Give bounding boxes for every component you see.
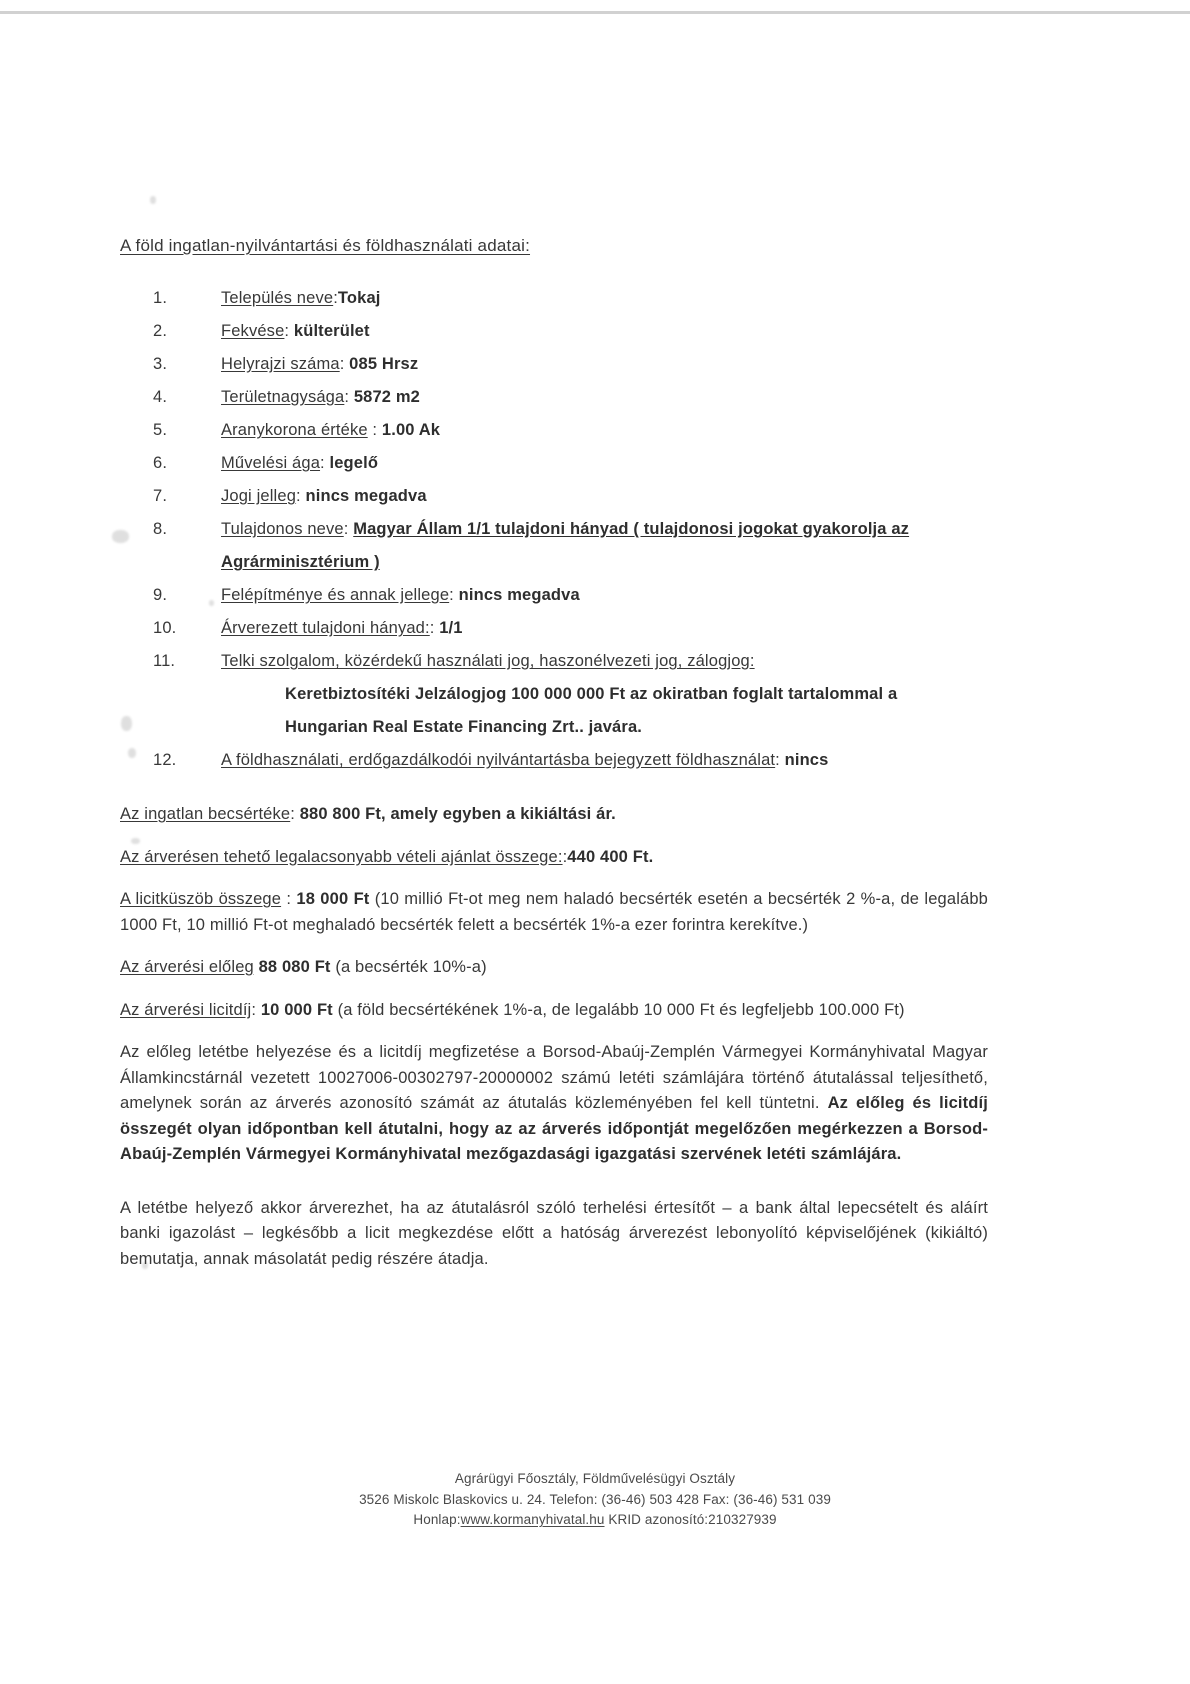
paragraph-separator: : xyxy=(290,805,300,823)
list-item-text xyxy=(221,612,987,645)
paragraph-deposit-proof xyxy=(120,1196,988,1273)
list-item-label: Telki szolgalom, közérdekű használati jog, haszonélvezeti jog, zálogjog: xyxy=(221,652,755,670)
footer-address-line: 3526 Miskolc Blaskovics u. 24. Telefon: (36-46) 503 428 Fax: (36-46) 531 039 xyxy=(359,1491,831,1507)
list-item-value: nincs xyxy=(784,751,829,769)
paragraph-value: 440 400 Ft. xyxy=(567,847,654,866)
list-number: 11. xyxy=(153,652,176,670)
paragraph-label: A licitküszöb összege xyxy=(120,890,282,908)
footer-web-line xyxy=(0,1510,1190,1531)
paragraph-label: Az ingatlan becsértéke xyxy=(120,805,291,823)
list-item-gold-crown xyxy=(120,414,990,447)
list-number: 4. xyxy=(153,388,168,406)
property-data-list xyxy=(120,282,990,777)
scan-edge-line xyxy=(0,11,1190,14)
list-item-label: Művelési ága xyxy=(221,454,321,472)
list-item-label: Felépítménye és annak jellege xyxy=(221,586,450,604)
document-title: A föld ingatlan-nyilvántartási és földhasználati adatai: xyxy=(120,236,531,255)
paragraph-label: Az árverési licitdíj xyxy=(120,1000,252,1019)
document-footer xyxy=(0,1469,1190,1531)
list-item-label: Árverezett tulajdoni hányad: xyxy=(221,619,430,637)
footer-homepage-label: Honlap: xyxy=(413,1512,461,1527)
list-item-value: 1/1 xyxy=(439,619,463,637)
paragraph-minimum-offer xyxy=(120,845,988,871)
list-item-value: 1.00 Ak xyxy=(381,421,441,439)
list-item-text xyxy=(221,414,987,447)
paragraph-label: Az árverési előleg xyxy=(120,958,254,976)
list-number: 3. xyxy=(153,355,168,373)
list-item-text xyxy=(221,645,987,678)
list-number: 8. xyxy=(153,520,168,538)
list-item-text xyxy=(221,381,987,414)
paragraph-separator: : xyxy=(281,890,297,908)
list-number: 6. xyxy=(153,454,168,472)
paragraph-text: Az előleg letétbe helyezése és a licitdíj megfizetése a Borsod-Abaúj-Zemplén Vármegyei Kormányhivatal Magyar Államkincstárnál vezetett 10027006-00302797-20000002 számú letéti számlájára történő átutalással teljesíthető, amelynek során az árverés azonosító számát az átutalás közleményében fel kell tüntetni. xyxy=(120,1043,988,1112)
list-item-label: A földhasználati, erdőgazdálkodói nyilvántartásba bejegyzett földhasználat xyxy=(221,751,776,769)
paragraph-label: Az árverésen tehető legalacsonyabb vételi ajánlat összege: xyxy=(120,847,563,866)
list-number: 9. xyxy=(153,586,168,604)
list-item-separator: : xyxy=(320,454,330,472)
footer-department-line: Agrárügyi Főosztály, Földművelésügyi Osztály xyxy=(454,1471,736,1486)
list-item-location xyxy=(120,315,990,348)
list-item-separator: : xyxy=(343,520,354,538)
mortgage-beneficiary-line: Hungarian Real Estate Financing Zrt.. javára. xyxy=(285,718,643,736)
paragraph-bid-fee xyxy=(120,998,988,1024)
list-item-value: Magyar Állam 1/1 tulajdoni hányad ( tulajdonosi jogokat gyakorolja az Agrárminisztérium ) xyxy=(221,520,910,571)
list-item-value: nincs megadva xyxy=(305,487,427,505)
document-body xyxy=(120,236,990,1272)
paragraph-text: (a föld becsértékének 1%-a, de legalább 10 000 Ft és legfeljebb 100.000 Ft) xyxy=(337,1000,905,1019)
list-item-label: Jogi jelleg xyxy=(221,487,297,505)
paragraph-transfer-instructions xyxy=(120,1040,988,1168)
paragraph-value: 880 800 Ft, amely egyben a kikiáltási ár. xyxy=(299,805,616,823)
list-item-settlement xyxy=(120,282,990,315)
list-item-land-use xyxy=(120,744,990,777)
list-item-text xyxy=(221,447,987,480)
list-item-value: 085 Hrsz xyxy=(349,355,419,373)
list-number: 1. xyxy=(153,289,168,307)
list-item-value: nincs megadva xyxy=(458,586,580,604)
list-item-building xyxy=(120,579,990,612)
list-item-owner xyxy=(120,513,990,579)
list-item-parcel-number xyxy=(120,348,990,381)
list-item-separator: : xyxy=(344,388,354,406)
scan-speckle xyxy=(150,196,156,204)
list-item-text xyxy=(221,480,987,513)
list-item-separator: : xyxy=(367,421,382,439)
paragraph-bid-threshold xyxy=(120,887,988,938)
paragraph-separator: : xyxy=(251,1000,261,1019)
footer-krid: KRID azonosító:210327939 xyxy=(604,1512,777,1527)
paragraph-value: 10 000 Ft xyxy=(260,1000,338,1019)
list-item-text xyxy=(221,282,987,315)
list-item-separator: : xyxy=(284,322,294,340)
list-item-label: Fekvése xyxy=(221,322,285,340)
list-item-auctioned-share xyxy=(120,612,990,645)
list-item-text xyxy=(221,744,987,777)
paragraph-value: 18 000 Ft xyxy=(296,890,375,908)
list-item-value: legelő xyxy=(329,454,379,472)
list-item-encumbrances xyxy=(120,645,990,678)
list-item-separator: : xyxy=(296,487,306,505)
list-number: 12. xyxy=(153,751,177,769)
list-number: 2. xyxy=(153,322,168,340)
list-item-label: Tulajdonos neve xyxy=(221,520,344,538)
list-item-separator: : xyxy=(333,289,338,307)
list-item-text xyxy=(221,579,987,612)
list-item-text xyxy=(221,348,987,381)
list-item-label: Település neve xyxy=(221,289,334,307)
list-item-text xyxy=(221,513,987,579)
list-number: 7. xyxy=(153,487,168,505)
list-item-value: Tokaj xyxy=(337,289,381,307)
paragraph-text: (a becsérték 10%-a) xyxy=(335,958,487,976)
list-item-label: Aranykorona értéke xyxy=(221,421,368,439)
list-item-value: 5872 m2 xyxy=(353,388,421,406)
list-item-area xyxy=(120,381,990,414)
paragraph-value: 88 080 Ft xyxy=(258,958,336,976)
paragraph-separator: : xyxy=(562,847,568,866)
list-item-legal-character xyxy=(120,480,990,513)
list-item-separator: : xyxy=(449,586,459,604)
list-item-label: Területnagysága xyxy=(221,388,345,406)
paragraph-deposit xyxy=(120,955,988,981)
list-item-label: Helyrajzi száma xyxy=(221,355,340,373)
list-item-value: külterület xyxy=(293,322,370,340)
list-item-text xyxy=(221,315,987,348)
list-item-separator: : xyxy=(429,619,440,637)
list-number: 5. xyxy=(153,421,168,439)
list-item-separator: : xyxy=(775,751,785,769)
paragraph-appraised-value xyxy=(120,802,988,828)
list-item-cultivation xyxy=(120,447,990,480)
mortgage-detail-line: Keretbiztosítéki Jelzálogjog 100 000 000 Ft az okiratban foglalt tartalommal a xyxy=(285,685,898,703)
paragraph-bold-text: Az előleg és licitdíj összegét olyan időpontban kell átutalni, hogy az az árverés időpontját megelőzően megérkezzen a Borsod-Abaúj-Zemplén Vármegyei Kormányhivatal mezőgazdasági igazgatási szervének letéti számlájára. xyxy=(120,1094,988,1163)
footer-homepage-url: www.kormanyhivatal.hu xyxy=(460,1512,605,1527)
list-number: 10. xyxy=(153,619,177,637)
list-item-separator: : xyxy=(339,355,350,373)
paragraph-text: (10 millió Ft-ot meg nem haladó becsérték esetén a becsérték 2 %-a, de legalább 1000 Ft, 10 millió Ft-ot meghaladó becsérték felett a becsérték 1%-a ezer forintra kerekítve.) xyxy=(120,890,989,934)
paragraph-text: A letétbe helyező akkor árverezhet, ha az átutalásról szóló terhelési értesítőt – a bank által lepecsételt és aláírt banki igazolást – legkésőbb a licit megkezdése előtt a hatóság árverezést lebonyolító képviselőjének (kikiáltó) bemutatja, annak másolatát pedig részére átadja. xyxy=(120,1198,988,1268)
